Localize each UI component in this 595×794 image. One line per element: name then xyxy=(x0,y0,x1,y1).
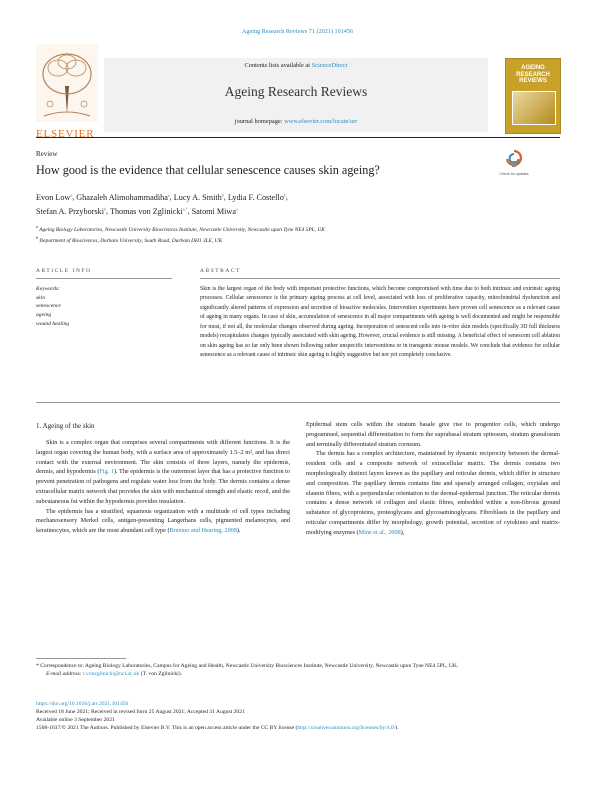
elsevier-wordmark: ELSEVIER xyxy=(36,128,95,140)
author[interactable]: Lucy A. Smith$^b$ xyxy=(173,192,224,202)
affiliation: $^b$ Department of Biosciences, Durham University, South Road, Durham DH1 3LE, UK xyxy=(36,234,223,244)
cover-title-line-3: REVIEWS xyxy=(519,78,547,85)
authors-line-2: Stefan A. Przyborski$^b$, Thomas von Zglinicki$^{a,*}$, Satomi Miwa$^a$ xyxy=(36,206,238,216)
license-link[interactable]: http://creativecommons.org/licenses/by/4.0/ xyxy=(297,725,396,732)
author[interactable]: Lydia F. Costello$^b$ xyxy=(227,192,286,202)
paragraph: Skin is a complex organ that comprises several compartments with different functions. It is the largest organ covering the human body, with a surface area of approximately 1.5–2 m², and has direct contact with the external environment. The skin consists of three layers, namely the epidermis, dermis, and hypodermis (Fig. 1). The epidermis is the outermost layer that has a protective function to prevent penetration of pathogens and regulate water loss from the body. The dermis contains a dense extracellular matrix network that provides the skin with mechanical strength and elastic recoil, and the subcutaneous fat within the hypodermis provides insulation. xyxy=(36,439,290,505)
check-for-updates-button[interactable] xyxy=(499,150,529,180)
paragraph: Epidermal stem cells within the stratum basale give rise to progenitor cells, which undergo programmed, sequential differentiation to form the suprabasal stratum spinosum, stratum granulosum and terminally differentiated stratum corneum. xyxy=(306,421,560,448)
authors-line-1: Evon Low$^a$, Ghazaleh Alimohammadiha$^a$, Lucy A. Smith$^b$, Lydia F. Costello$^b$, xyxy=(36,192,288,202)
paragraph: The dermis has a complex architecture, maintained by dynamic reciprocity between the dermal-resident cells and a composite network of extracellular matrix. The dermis contains two morphologically distinct layers known as the papillary and reticular dermis, which differ in structure and composition. The papillary dermis contains fine and sparsely arranged collagen, oxytalan and elaunin fibres, with a perpendicular orientation to the dermal-epidermal junction. The reticular dermis contains a dense network of collagen and elastic fibres, embedded within a non-fibrous ground substance of glycoproteins, proteoglycans and glycosaminoglycans. Fibroblasts in the papillary and reticular compartments differ by morphology, growth potential, secretion of cytokines and matrix-modifying enzymes (Mine et al., 2008), xyxy=(306,450,560,536)
article-info-heading: ARTICLE INFO xyxy=(36,268,92,274)
check-updates-label: Check for updates xyxy=(499,172,529,176)
masthead-rule xyxy=(36,137,560,138)
cover-image xyxy=(512,91,556,125)
author[interactable]: Thomas von Zglinicki$^{a,*}$ xyxy=(109,206,188,216)
homepage-line: journal homepage: www.elsevier.com/locate/arr xyxy=(234,118,358,125)
abstract-text: Skin is the largest organ of the body with important protective functions, which become compromised with time due to both intrinsic and extrinsic ageing processes. Cellular senescence is the primary ageing process at cell level, associated with loss of proliferative capacity, mitochondrial dysfunction and significantly altered patterns of expression and secretion of bioactive molecules. Intervention experiments have proven cell senescence as a relevant cause of ageing in many organs. In case of skin, accumulation of senescence in all major compartments with ageing is well documented and might be responsible for most, if not all, the molecular changes observed during ageing. Incorporation of senescent cells into in-vitro skin models (specifically 3D full thickness models) recapitulates changes typically associated with skin ageing. However, crucial evidence is still missing. A beneficial effect of senescent cell ablation on skin ageing has so far only been shown following rather unspecific interventions or in transgenic mouse models. We conclude that evidence for cellular senescence as a relevant cause of intrinsic skin ageing is highly suggestive but not yet completely conclusive. xyxy=(200,286,560,358)
figure-link[interactable]: Fig. 1 xyxy=(99,468,114,476)
abstract-heading: ABSTRACT xyxy=(200,268,241,274)
cover-title-line-1: AGEING xyxy=(521,65,545,71)
affiliations xyxy=(36,224,496,245)
online-date: Available online 3 September 2021 xyxy=(36,717,115,724)
info-rule-top xyxy=(36,278,172,279)
keyword: ageing xyxy=(36,311,52,318)
email-line: E-mail address: t.vonzglinicki@ncl.ac.uk (T. von Zglinicki). xyxy=(46,671,182,678)
correspondence-note: * Correspondence to: Ageing Biology Laboratories, Campus for Ageing and Health, Newcastle University Biosciences Institute, Newcastle University, Newcastle upon Tyne NE4 5PL, UK. xyxy=(36,663,459,669)
footnote xyxy=(36,662,560,678)
sciencedirect-link[interactable]: ScienceDirect xyxy=(311,62,348,69)
author[interactable]: Stefan A. Przyborski$^b$ xyxy=(36,206,106,216)
cover-title-line-2: RESEARCH xyxy=(516,71,550,78)
doi-link[interactable]: https://doi.org/10.1016/j.arr.2021.101456 xyxy=(36,701,129,707)
section-heading: 1. Ageing of the skin xyxy=(36,422,95,430)
citation-link[interactable]: Brenner and Hearing, 2008 xyxy=(169,527,237,535)
journal-title: Ageing Research Reviews xyxy=(224,84,368,99)
citation-link[interactable]: Mine et al., 2008 xyxy=(358,528,401,536)
keyword: wound healing xyxy=(36,320,70,327)
footnote-rule xyxy=(36,658,126,659)
left-column xyxy=(36,438,290,536)
article-type: Review xyxy=(36,150,58,158)
keywords-label: Keywords: xyxy=(36,286,61,292)
contents-line: Contents lists available at ScienceDirect xyxy=(244,62,348,69)
article-meta xyxy=(36,700,560,732)
right-column xyxy=(306,420,560,538)
email-link[interactable]: t.vonzglinicki@ncl.ac.uk xyxy=(83,671,140,678)
article-title: How good is the evidence that cellular senescence causes skin ageing? xyxy=(36,163,380,177)
journal-cover xyxy=(505,58,561,134)
journal-homepage-link[interactable]: www.elsevier.com/locate/arr xyxy=(284,118,358,125)
received-dates: Received 18 June 2021; Received in revised form 25 August 2021; Accepted 31 August 2021 xyxy=(36,709,245,716)
affiliation: $^a$ Ageing Biology Laboratories, Newcastle University Biosciences Institute, Newcastle University, Newcastle upon Tyne NE4 5PL, UK xyxy=(36,224,325,233)
paragraph: The epidermis has a stratified, squamous organization with a multitude of cell types including mechanosensory Merkel cells, antigen-presenting Langerhans cells, pigmented melanocytes, and keratinocytes, which are the most abundant cell type (Brenner and Hearing, 2008). xyxy=(36,507,290,535)
keyword: senescence xyxy=(36,303,61,310)
running-head[interactable]: Ageing Research Reviews 71 (2021) 101456 xyxy=(241,28,354,35)
author[interactable]: Satomi Miwa$^a$ xyxy=(191,206,238,216)
check-updates-icon xyxy=(506,150,522,168)
elsevier-tree-icon xyxy=(36,44,98,122)
keyword: skin xyxy=(36,294,46,301)
keywords-block xyxy=(36,285,69,328)
author[interactable]: Ghazaleh Alimohammadiha$^a$ xyxy=(76,192,170,202)
abstract-rule-top xyxy=(200,278,560,279)
elsevier-logo xyxy=(36,44,98,140)
license-line: 1568-1637/© 2021 The Authors. Published by Elsevier B.V. This is an open access article under the CC BY license (http://creativecommons.org/licenses/by/4.0/). xyxy=(36,725,399,732)
author[interactable]: Evon Low$^a$ xyxy=(36,192,73,202)
abstract-rule-bottom xyxy=(36,402,560,403)
